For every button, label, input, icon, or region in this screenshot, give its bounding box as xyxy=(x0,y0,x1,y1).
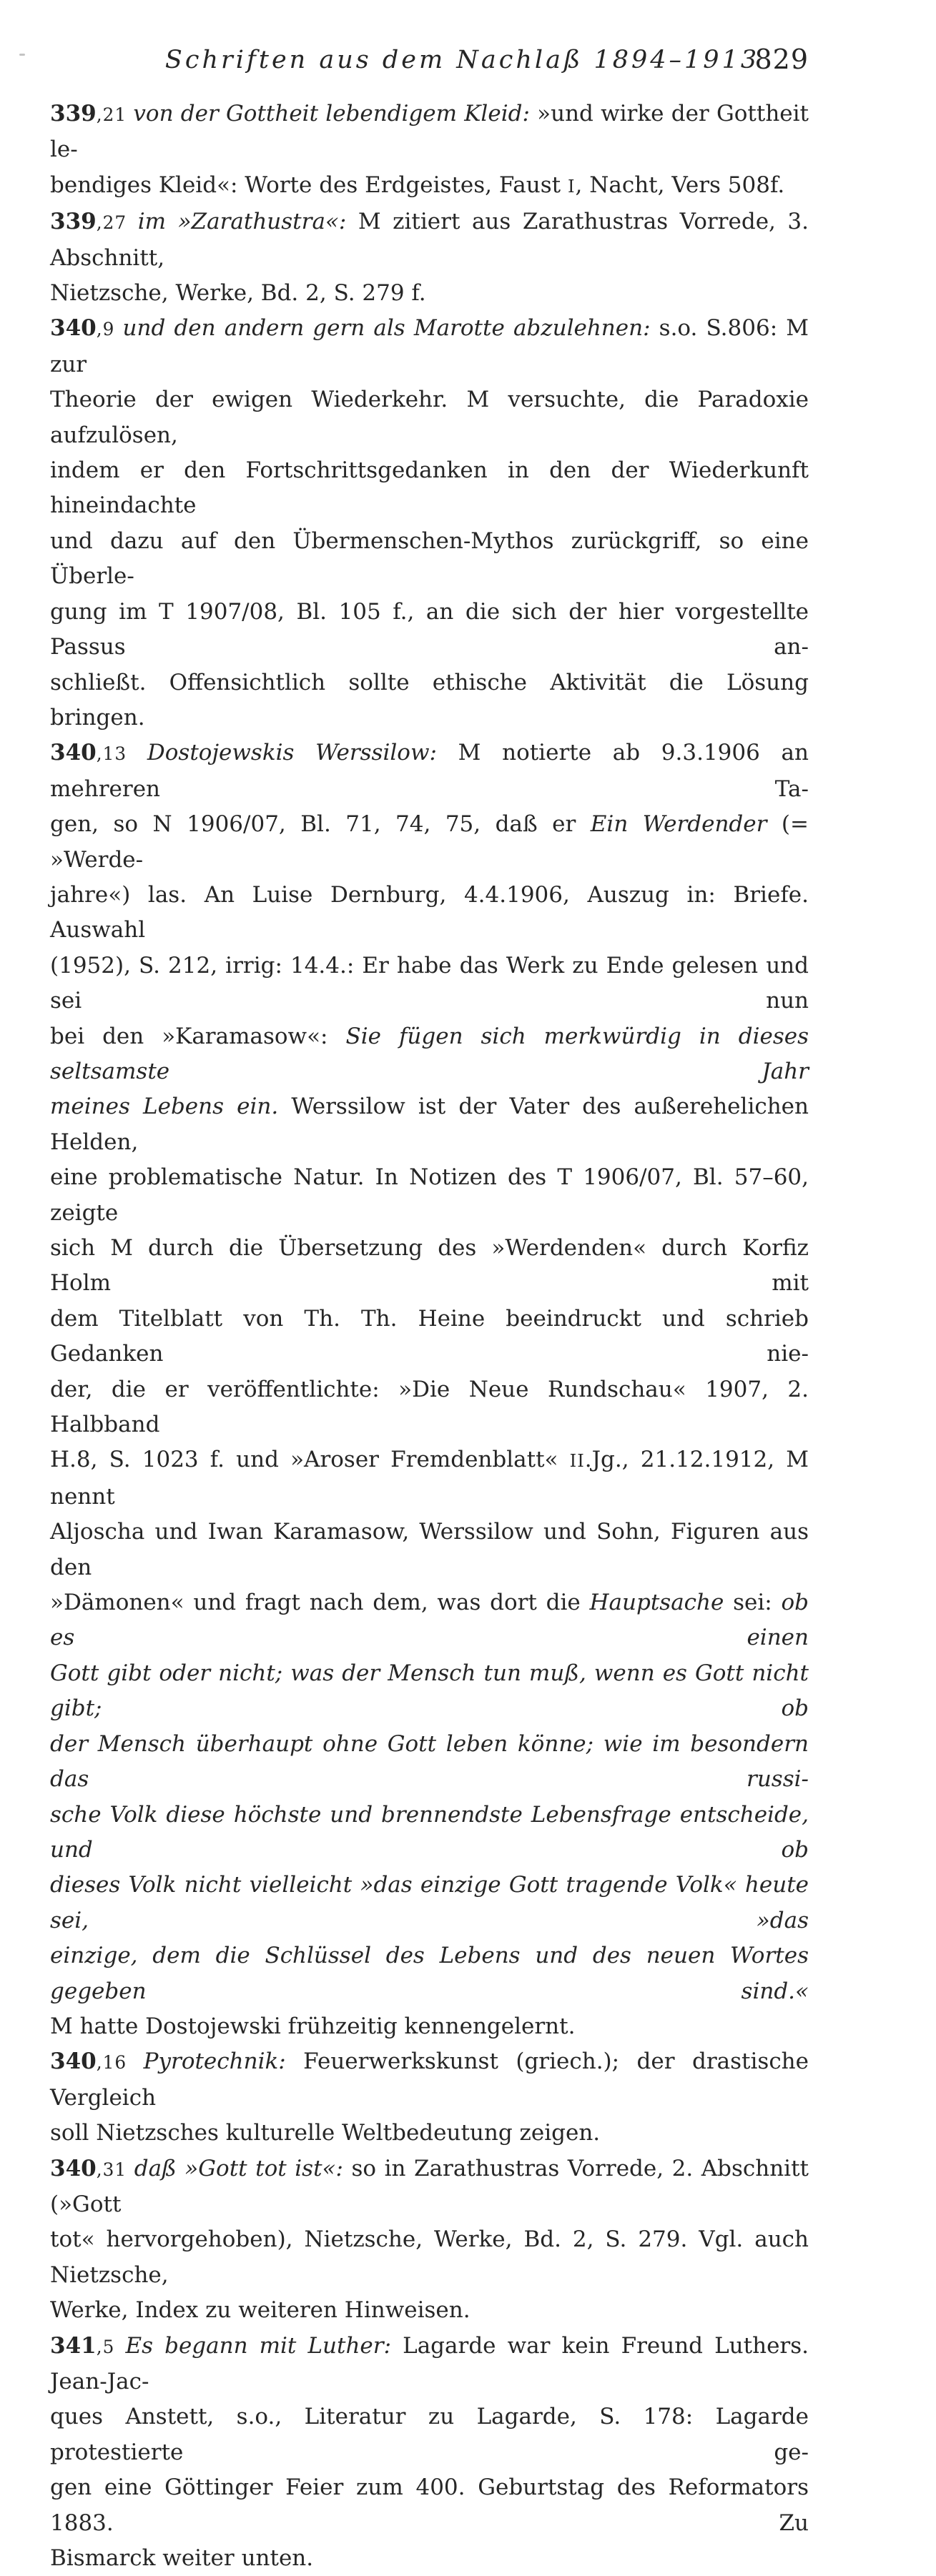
text-segment: »Dämonen« und fragt nach dem, was dort die xyxy=(50,1590,590,1616)
text-segment: 341 xyxy=(50,2332,97,2359)
text-line xyxy=(50,2329,809,2400)
text-line xyxy=(50,1442,809,1515)
page-number: 829 xyxy=(754,44,809,75)
text-segment: Aljoscha und Iwan Karamasow, Werssilow und Sohn, Figuren aus den xyxy=(50,1519,809,1580)
running-head: Schriften aus dem Nachlaß 1894–1913 xyxy=(164,46,760,74)
text-segment: ,31 xyxy=(96,2159,134,2180)
text-segment: , Nacht, Vers 508f. xyxy=(575,172,785,198)
text-line xyxy=(50,2009,809,2044)
text-segment: II xyxy=(569,1451,585,1472)
text-segment: bendiges Kleid«: Worte des Erdgeistes, Faust xyxy=(50,172,568,198)
text-segment: Werssilow ist der Vater des außerehelichen Helden, xyxy=(50,1094,809,1155)
text-segment: einzige, dem die Schlüssel des Lebens und des neuen Wortes gegeben sind.« xyxy=(50,1943,809,2004)
text-segment: M zitiert aus Zarathustras Vorrede, 3. Abschnitt, xyxy=(50,209,809,271)
text-line xyxy=(50,382,809,453)
text-segment: .Jg., 21.12.1912, M nennt xyxy=(50,1447,809,1510)
text-line xyxy=(50,2470,809,2541)
text-segment: ,13 xyxy=(96,743,147,765)
text-line xyxy=(50,1019,809,1090)
text-segment: soll Nietzsches kulturelle Weltbedeutung zeigen. xyxy=(50,2120,601,2146)
text-line xyxy=(50,2222,809,2293)
text-line xyxy=(50,1868,809,1938)
text-segment: dem Titelblatt von Th. Th. Heine beeindruckt und schrieb Gedanken nie- xyxy=(50,1305,809,1367)
note-paragraph xyxy=(50,204,809,311)
text-segment: Lagarde war kein Freund Luthers. Jean-Jac- xyxy=(50,2332,809,2394)
text-segment: (= »Werde- xyxy=(50,811,809,873)
text-segment: ,21 xyxy=(96,104,134,125)
text-segment: Hauptsache xyxy=(589,1590,724,1616)
text-line xyxy=(50,1302,809,1372)
text-segment: »und wirke der Gottheit le- xyxy=(50,101,809,163)
text-segment: jahre«) las. An Luise Dernburg, 4.4.1906, Auszug in: Briefe. Auswahl xyxy=(50,881,809,943)
text-line xyxy=(50,595,809,665)
text-segment: sich M durch die Übersetzung des »Werdenden« durch Korfiz Holm mit xyxy=(50,1235,809,1297)
text-segment: Es begann mit Luther: xyxy=(125,2332,392,2359)
text-line xyxy=(50,1372,809,1443)
text-segment: ,16 xyxy=(96,2052,144,2074)
text-segment: s.o. S.806: M zur xyxy=(50,315,809,377)
text-line xyxy=(50,311,809,382)
text-line xyxy=(50,168,809,204)
text-segment: Ein Werdender xyxy=(590,811,767,838)
text-segment: bei den »Karamasow«: xyxy=(50,1023,346,1049)
text-segment: meines Lebens ein. xyxy=(50,1094,279,1120)
note-paragraph xyxy=(50,2329,809,2576)
text-segment: gen, so N 1906/07, Bl. 71, 74, 75, daß er xyxy=(50,811,591,838)
text-line xyxy=(50,1089,809,1160)
text-segment: sei: xyxy=(724,1590,782,1616)
text-segment: eine problematische Natur. In Notizen des T 1906/07, Bl. 57–60, zeigte xyxy=(50,1164,809,1226)
text-segment: Theorie der ewigen Wiederkehr. M versuchte, die Paradoxie aufzulösen, xyxy=(50,387,809,448)
text-line xyxy=(50,453,809,524)
text-line xyxy=(50,1656,809,1727)
text-segment: daß »Gott tot ist«: xyxy=(134,2155,343,2181)
text-line xyxy=(50,807,809,878)
text-segment: 340 xyxy=(50,2155,97,2181)
text-segment: 340 xyxy=(50,740,97,766)
text-segment: M hatte Dostojewski frühzeitig kennengelernt. xyxy=(50,2013,576,2039)
text-line xyxy=(50,735,809,807)
text-line xyxy=(50,878,809,948)
text-line xyxy=(50,1231,809,1302)
text-segment: ,27 xyxy=(96,212,138,234)
text-segment: dieses Volk nicht vielleicht »das einzige Gott tragende Volk« heute sei, »das xyxy=(50,1872,809,1933)
text-segment: 339 xyxy=(50,209,97,235)
text-line xyxy=(50,1798,809,1868)
note-paragraph xyxy=(50,2044,809,2151)
text-segment: und den andern gern als Marotte abzulehnen: xyxy=(122,315,651,342)
text-segment: Feuerwerkskunst (griech.); der drastische Vergleich xyxy=(50,2049,809,2111)
text-segment: gung im T 1907/08, Bl. 105 f., an die sich der hier vorgestellte Passus an- xyxy=(50,598,809,660)
text-line xyxy=(50,1727,809,1798)
text-segment: und dazu auf den Übermenschen-Mythos zurückgriff, so eine Überle- xyxy=(50,527,809,590)
text-line xyxy=(50,2399,809,2470)
text-segment: schließt. Offensichtlich sollte ethische Aktivität die Lösung bringen. xyxy=(50,669,809,730)
text-line xyxy=(50,948,809,1019)
text-segment: der Mensch überhaupt ohne Gott leben könne; wie im besondern das russi- xyxy=(50,1730,809,1793)
text-line xyxy=(50,2044,809,2116)
text-segment: ob es einen xyxy=(50,1590,809,1651)
text-segment: der, die er veröffentlichte: »Die Neue Rundschau« 1907, 2. Halbband xyxy=(50,1376,809,1438)
text-segment: im »Zarathustra«: xyxy=(137,209,347,235)
text-segment: Bismarck weiter unten. xyxy=(50,2545,314,2572)
text-segment: ques Anstett, s.o., Literatur zu Lagarde, S. 178: Lagarde protestierte ge- xyxy=(50,2404,809,2465)
text-line xyxy=(50,665,809,736)
text-segment: Pyrotechnik: xyxy=(143,2049,286,2075)
text-line xyxy=(50,524,809,595)
text-segment: Werke, Index zu weiteren Hinweisen. xyxy=(50,2297,471,2324)
text-line xyxy=(50,204,809,276)
text-segment: Gott gibt oder nicht; was der Mensch tun muß, wenn es Gott nicht gibt; ob xyxy=(50,1660,809,1722)
text-segment: 339 xyxy=(50,101,97,127)
text-segment: tot« hervorgehoben), Nietzsche, Werke, Bd. 2, S. 279. Vgl. auch Nietzsche, xyxy=(50,2226,809,2288)
note-paragraph xyxy=(50,311,809,735)
text-segment: gen eine Göttinger Feier zum 400. Geburtstag des Reformators 1883. Zu xyxy=(50,2475,809,2536)
text-segment: so in Zarathustras Vorrede, 2. Abschnitt (»Gott xyxy=(50,2155,809,2217)
text-line xyxy=(50,2151,809,2223)
text-segment: indem er den Fortschrittsgedanken in den der Wiederkunft hineindachte xyxy=(50,457,809,519)
text-segment: (1952), S. 212, irrig: 14.4.: Er habe das Werk zu Ende gelesen und sei nun xyxy=(50,952,809,1014)
text-segment: H.8, S. 1023 f. und »Aroser Fremdenblatt« xyxy=(50,1447,570,1473)
text-segment: Nietzsche, Werke, Bd. 2, S. 279 f. xyxy=(50,280,426,307)
text-line xyxy=(50,96,809,168)
text-line xyxy=(50,276,809,311)
note-paragraph xyxy=(50,96,809,204)
text-segment: I xyxy=(567,176,576,197)
text-segment: ,9 xyxy=(96,319,123,340)
text-line xyxy=(50,1160,809,1231)
text-line xyxy=(50,2293,809,2328)
note-paragraph xyxy=(50,735,809,2044)
text-line xyxy=(50,1515,809,1585)
scan-artifact xyxy=(19,54,25,56)
text-line xyxy=(50,2541,809,2576)
note-paragraph xyxy=(50,2151,809,2329)
notes-body xyxy=(50,96,809,2576)
text-segment: 340 xyxy=(50,315,97,342)
text-segment: 340 xyxy=(50,2049,97,2075)
text-segment: ,5 xyxy=(96,2336,126,2357)
text-segment: Dostojewskis Werssilow: xyxy=(147,740,437,766)
text-segment: Sie fügen sich merkwürdig in dieses seltsamste Jahr xyxy=(50,1023,809,1084)
text-line xyxy=(50,1938,809,2009)
page-header xyxy=(50,46,809,86)
text-line xyxy=(50,1585,809,1656)
text-line xyxy=(50,2116,809,2151)
text-segment: sche Volk diese höchste und brennendste Lebensfrage entscheide, und ob xyxy=(50,1801,809,1863)
text-segment: von der Gottheit lebendigem Kleid: xyxy=(133,101,530,127)
text-segment: M notierte ab 9.3.1906 an mehreren Ta- xyxy=(50,740,809,802)
